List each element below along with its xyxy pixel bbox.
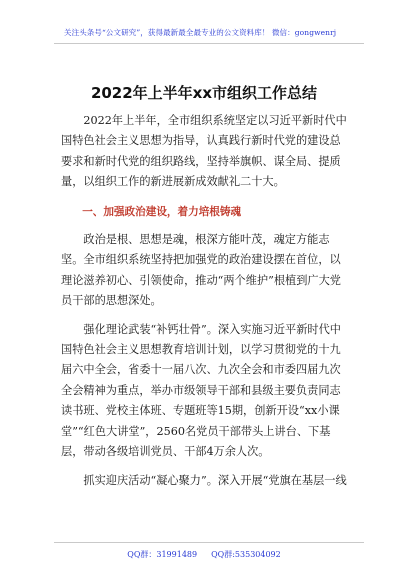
paragraph-political: 政治是根、思想是魂，根深方能叶茂，魂定方能志坚。全市组织系统坚持把加强党的政治建设摆在首位，以理论滋养初心、引领使命，推动“两个维护”根植到广大党员干部的思想深处。 — [61, 233, 341, 308]
footer-qq-group-1: QQ群：31991489 — [127, 550, 198, 559]
document-title: 2022年上半年xx市组织工作总结 — [90, 84, 318, 102]
footer-contact — [0, 549, 408, 560]
paragraph-intro: 2022年上半年，全市组织系统坚定以习近平新时代中国特色社会主义思想为指导，认真践行新时代党的建设总要求和新时代党的组织路线，坚持举旗帜、谋全局、提质量，以组织工作的新进展新成效献礼二十大。 — [61, 114, 347, 189]
header-banner: 关注头条号“公文研究”，获得最新最全最专业的公文资料库！ 微信：gongwenrj — [64, 28, 337, 37]
footer-divider — [54, 542, 364, 543]
footer-qq-group-2: QQ群:535304092 — [211, 550, 281, 559]
paragraph-theory: 强化理论武装“补钙壮骨”。深入实施习近平新时代中国特色社会主义思想教育培训计划，以学习贯彻党的十九届六中全会，省委十一届八次、九次全会和市委四届九次全会精神为重点，举办市级领导干部和县级主要负责同志读书班、党校主体班、专题班等15期，创新开设“xx小课堂”“红色大讲堂”，2560名党员干部带头上讲台、下基层，带动各级培训党员、干部4万余人次。 — [61, 322, 341, 459]
paragraph-celebration: 抓实迎庆活动“凝心聚力”。深入开展“党旗在基层一线 — [83, 473, 347, 487]
section-heading-1: 一、加强政治建设，着力培根铸魂 — [82, 205, 242, 218]
document-body — [61, 111, 349, 491]
header-divider — [54, 43, 364, 44]
